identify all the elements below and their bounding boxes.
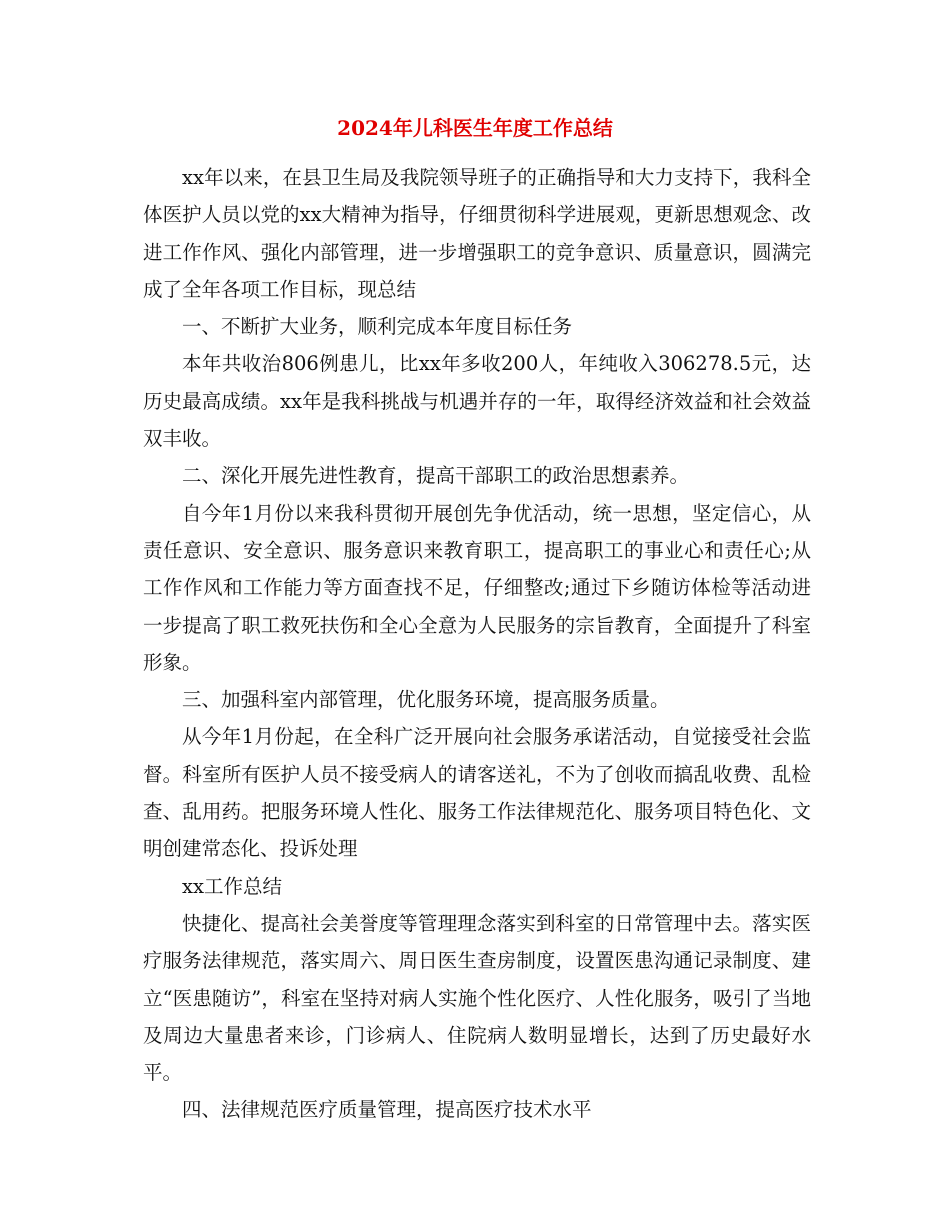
paragraph-section-3-continued: 快捷化、提高社会美誉度等管理理念落实到科室的日常管理中去。落实医疗服务法律规范，落实周六、周日医生查房制度，设置医患沟通记录制度、建立“医患随访”，科室在坚持对病人实施个性化医疗、人性化服务，吸引了当地及周边大量患者来诊，门诊病人、住院病人数明显增长，达到了历史最好水平。	[143, 911, 811, 1085]
section-heading-1: 一、不断扩大业务，顺利完成本年度目标任务	[182, 315, 573, 339]
paragraph-section-3: 从今年1月份起，在全科广泛开展向社会服务承诺活动，自觉接受社会监督。科室所有医护人员不接受病人的请客送礼，不为了创收而搞乱收费、乱检查、乱用药。把服务环境人性化、服务工作法律规范化、服务项目特色化、文明创建常态化、投诉处理	[143, 725, 811, 861]
section-heading-4: 四、法律规范医疗质量管理，提高医疗技术水平	[182, 1098, 592, 1122]
document-body	[143, 159, 811, 1129]
paragraph-intro: xx年以来，在县卫生局及我院领导班子的正确指导和大力支持下，我科全体医护人员以党的xx大精神为指导，仔细贯彻科学进展观，更新思想观念、改进工作作风、强化内部管理，进一步增强职工的竞争意识、质量意识，圆满完成了全年各项工作目标，现总结	[143, 166, 811, 301]
document-title: 2024年儿科医生年度工作总结	[337, 116, 613, 140]
section-heading-3: 三、加强科室内部管理，优化服务环境，提高服务质量。	[182, 688, 670, 712]
paragraph-section-2: 自今年1月份以来我科贯彻开展创先争优活动，统一思想，坚定信心，从责任意识、安全意识、服务意识来教育职工，提高职工的事业心和责任心;从工作作风和工作能力等方面查找不足，仔细整改;通过下乡随访体检等活动进一步提高了职工救死扶伤和全心全意为人民服务的宗旨教育，全面提升了科室形象。	[143, 501, 811, 674]
paragraph-section-1: 本年共收治806例患儿，比xx年多收200人，年纯收入306278.5元，达历史最高成绩。xx年是我科挑战与机遇并存的一年，取得经济效益和社会效益双丰收。	[143, 352, 811, 451]
section-heading-2: 二、深化开展先进性教育，提高干部职工的政治思想素养。	[182, 464, 690, 488]
paragraph-work-summary: xx工作总结	[182, 874, 282, 898]
